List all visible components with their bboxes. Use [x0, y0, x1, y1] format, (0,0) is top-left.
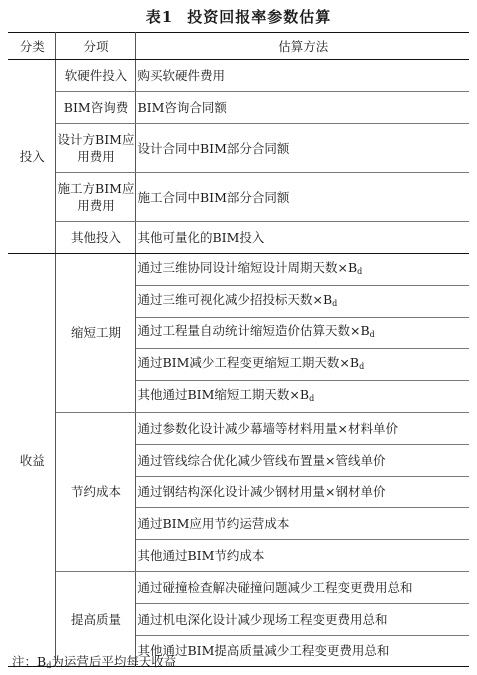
- table-row: [8, 92, 469, 124]
- table-title: [0, 4, 477, 30]
- table-row: [8, 254, 469, 286]
- item-cell: 提高质量: [55, 571, 135, 666]
- item-cell: 设计方BIM应用费用: [55, 124, 135, 173]
- table-note: [12, 654, 176, 674]
- table-row: [8, 571, 469, 603]
- method-cell: 通过参数化设计减少幕墙等材料用量×材料单价: [135, 412, 469, 444]
- method-cell: 施工合同中BIM部分合同额: [135, 173, 469, 222]
- method-cell: BIM咨询合同额: [135, 92, 469, 124]
- note-prefix: 注：B: [12, 654, 47, 669]
- method-cell: 通过三维可视化减少招投标天数$\times B_d$: [135, 285, 469, 317]
- item-cell: 缩短工期: [55, 254, 135, 413]
- method-cell: 其他可量化的BIM投入: [135, 222, 469, 254]
- method-cell: 通过碰撞检查解决碰撞问题减少工程变更费用总和: [135, 571, 469, 603]
- header-method: 估算方法: [135, 33, 469, 60]
- method-cell: 设计合同中BIM部分合同额: [135, 124, 469, 173]
- table-title-text: 投资回报率参数估算: [187, 8, 332, 26]
- table-row: [8, 60, 469, 92]
- method-cell: 其他通过BIM节约成本: [135, 540, 469, 572]
- method-cell: 通过工程量自动统计缩短造价估算天数$\times B_d$: [135, 317, 469, 349]
- method-cell: 通过三维协同设计缩短设计周期天数$\times B_d$: [135, 254, 469, 286]
- method-cell: 通过钢结构深化设计减少钢材用量×钢材单价: [135, 476, 469, 508]
- method-cell: 通过BIM减少工程变更缩短工期天数$\times B_d$: [135, 349, 469, 381]
- item-cell: BIM咨询费: [55, 92, 135, 124]
- table-row: [8, 222, 469, 254]
- method-cell: 通过机电深化设计减少现场工程变更费用总和: [135, 603, 469, 635]
- note-suffix: 为运营后平均每天收益: [51, 654, 177, 669]
- table-row: [8, 173, 469, 222]
- item-cell: 软硬件投入: [55, 60, 135, 92]
- item-cell: 其他投入: [55, 222, 135, 254]
- header-item: 分项: [55, 33, 135, 60]
- note-subscript: d: [46, 661, 52, 670]
- category-input: 投入: [8, 60, 55, 254]
- method-cell: 通过BIM应用节约运营成本: [135, 508, 469, 540]
- item-cell: 施工方BIM应用费用: [55, 173, 135, 222]
- item-cell: 节约成本: [55, 412, 135, 571]
- method-cell: 其他通过BIM提高质量减少工程变更费用总和: [137, 643, 390, 659]
- method-cell: 其他通过BIM缩短工期天数$\times B_d$: [135, 381, 469, 413]
- table-row: [8, 412, 469, 444]
- category-gain: 收益: [8, 254, 55, 667]
- method-cell: 通过管线综合优化减少管线布置量×管线单价: [135, 444, 469, 476]
- roi-parameter-table: [8, 32, 469, 667]
- table-number: 表1: [145, 8, 174, 26]
- method-cell: 购买软硬件费用: [135, 60, 469, 92]
- header-category: 分类: [8, 33, 55, 60]
- table-row: [8, 124, 469, 173]
- table-header-row: [8, 33, 469, 60]
